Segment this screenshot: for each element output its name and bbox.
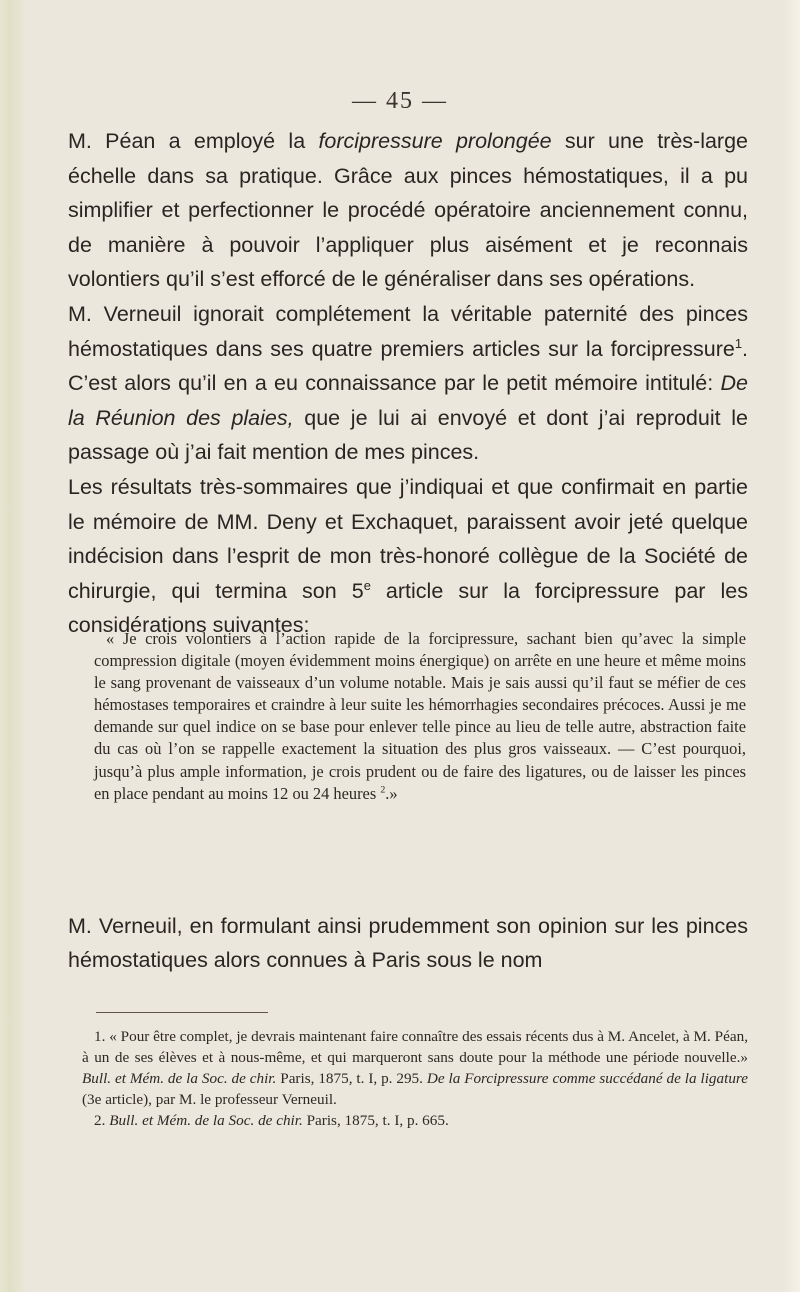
paragraph-text: M. Verneuil ignorait complétement la véritable paternité des pinces hémostatiques dans ses quatre premiers articles sur la forcipressure — [68, 301, 748, 361]
paragraph-text: sur une très-large échelle dans sa pratique. Grâce aux pinces hémostatiques, il a pu simplifier et perfectionner le procédé opératoire anciennement connu, de manière à pouvoir l’appliquer plus aisément et je reconnais volontiers qu’il s’est efforcé de le généraliser dans ses opérations. — [68, 129, 748, 292]
footnote-divider — [96, 1012, 268, 1013]
italic-text: forcipressure prolongée — [318, 129, 552, 153]
footnote-text: Paris, 1875, t. I, p. 295. — [276, 1070, 427, 1087]
quote-paragraph — [94, 628, 746, 805]
body-text — [68, 124, 748, 643]
paragraph-text: M. Péan a employé la — [68, 129, 319, 153]
note-reference: 1 — [734, 335, 743, 351]
paragraph — [68, 297, 748, 470]
paragraph-text: M. Verneuil, en formulant ainsi prudemment son opinion sur les pinces hémostatiques alors connues à Paris sous le nom — [68, 914, 748, 972]
paragraph — [68, 124, 748, 297]
footnote-text: 1. « Pour être complet, je devrais maintenant faire connaître des essais récents dus à M. Ancelet, à M. Péan, à un de ses élèves et à nous-même, et qui marqueront sans doute pour la méthode une période nouvelle.» — [82, 1028, 748, 1066]
footnote-text: 2. — [94, 1112, 110, 1129]
footnotes — [82, 1026, 748, 1131]
paragraph — [68, 910, 748, 977]
footnote — [82, 1110, 748, 1131]
note-reference: e — [363, 577, 371, 593]
block-quote — [94, 628, 746, 805]
footnote-text: (3e article), par M. le professeur Verneuil. — [82, 1091, 337, 1108]
italic-text: De la Réunion des plaies, — [68, 371, 748, 430]
paragraph-text: Les résultats très-sommaires que j’indiquai et que confirmait en partie le mémoire de MM. Deny et Exchaquet, paraissent avoir jeté quelque indécision dans l’esprit de mon très-honoré collègue de la Société de chirurgie, qui termina son 5 — [68, 474, 748, 603]
quote-text: .» — [385, 783, 398, 803]
paragraph — [68, 470, 748, 643]
footnote-text: Paris, 1875, t. I, p. 665. — [302, 1112, 449, 1129]
closing-paragraph — [68, 910, 748, 977]
page-number: — 45 — — [352, 88, 448, 114]
italic-text: Bull. et Mém. de la Soc. de chir. — [82, 1070, 277, 1087]
paragraph-text: . C’est alors qu’il en a eu connaissance par le petit mémoire intitulé: — [68, 336, 748, 396]
note-reference: 2 — [380, 784, 386, 796]
italic-text: Bull. et Mém. de la Soc. de chir. — [109, 1112, 303, 1129]
paragraph-text: que je lui ai envoyé et dont j’ai reproduit le passage où j’ai fait mention de mes pinces. — [68, 405, 748, 465]
footnote — [82, 1026, 748, 1110]
paragraph-text: article sur la forcipressure par les considérations suivantes: — [68, 578, 748, 638]
italic-text: De la Forcipressure comme succédané de la ligature — [426, 1070, 749, 1087]
quote-text: « Je crois volontiers à l’action rapide de la forcipressure, sachant bien qu’avec la simple compression digitale (moyen évidemment moins énergique) on arrête en une heure et même moins le sang provenant de vaisseaux d’un volume notable. Mais je sais aussi qu’il faut se méfier de ces hémostases temporaires et craindre à leur suite les hémorrhagies secondaires précoces. Aussi je me demande sur quel indice on se base pour enlever telle pince au lieu de telle autre, abstraction faite du cas où l’on se rappelle exactement la situation des plus gros vaisseaux. — C’est pourquoi, jusqu’à plus ample information, je crois prudent ou de faire des ligatures, ou de laisser les pinces en place pendant au moins 12 ou 24 heures — [94, 629, 746, 803]
